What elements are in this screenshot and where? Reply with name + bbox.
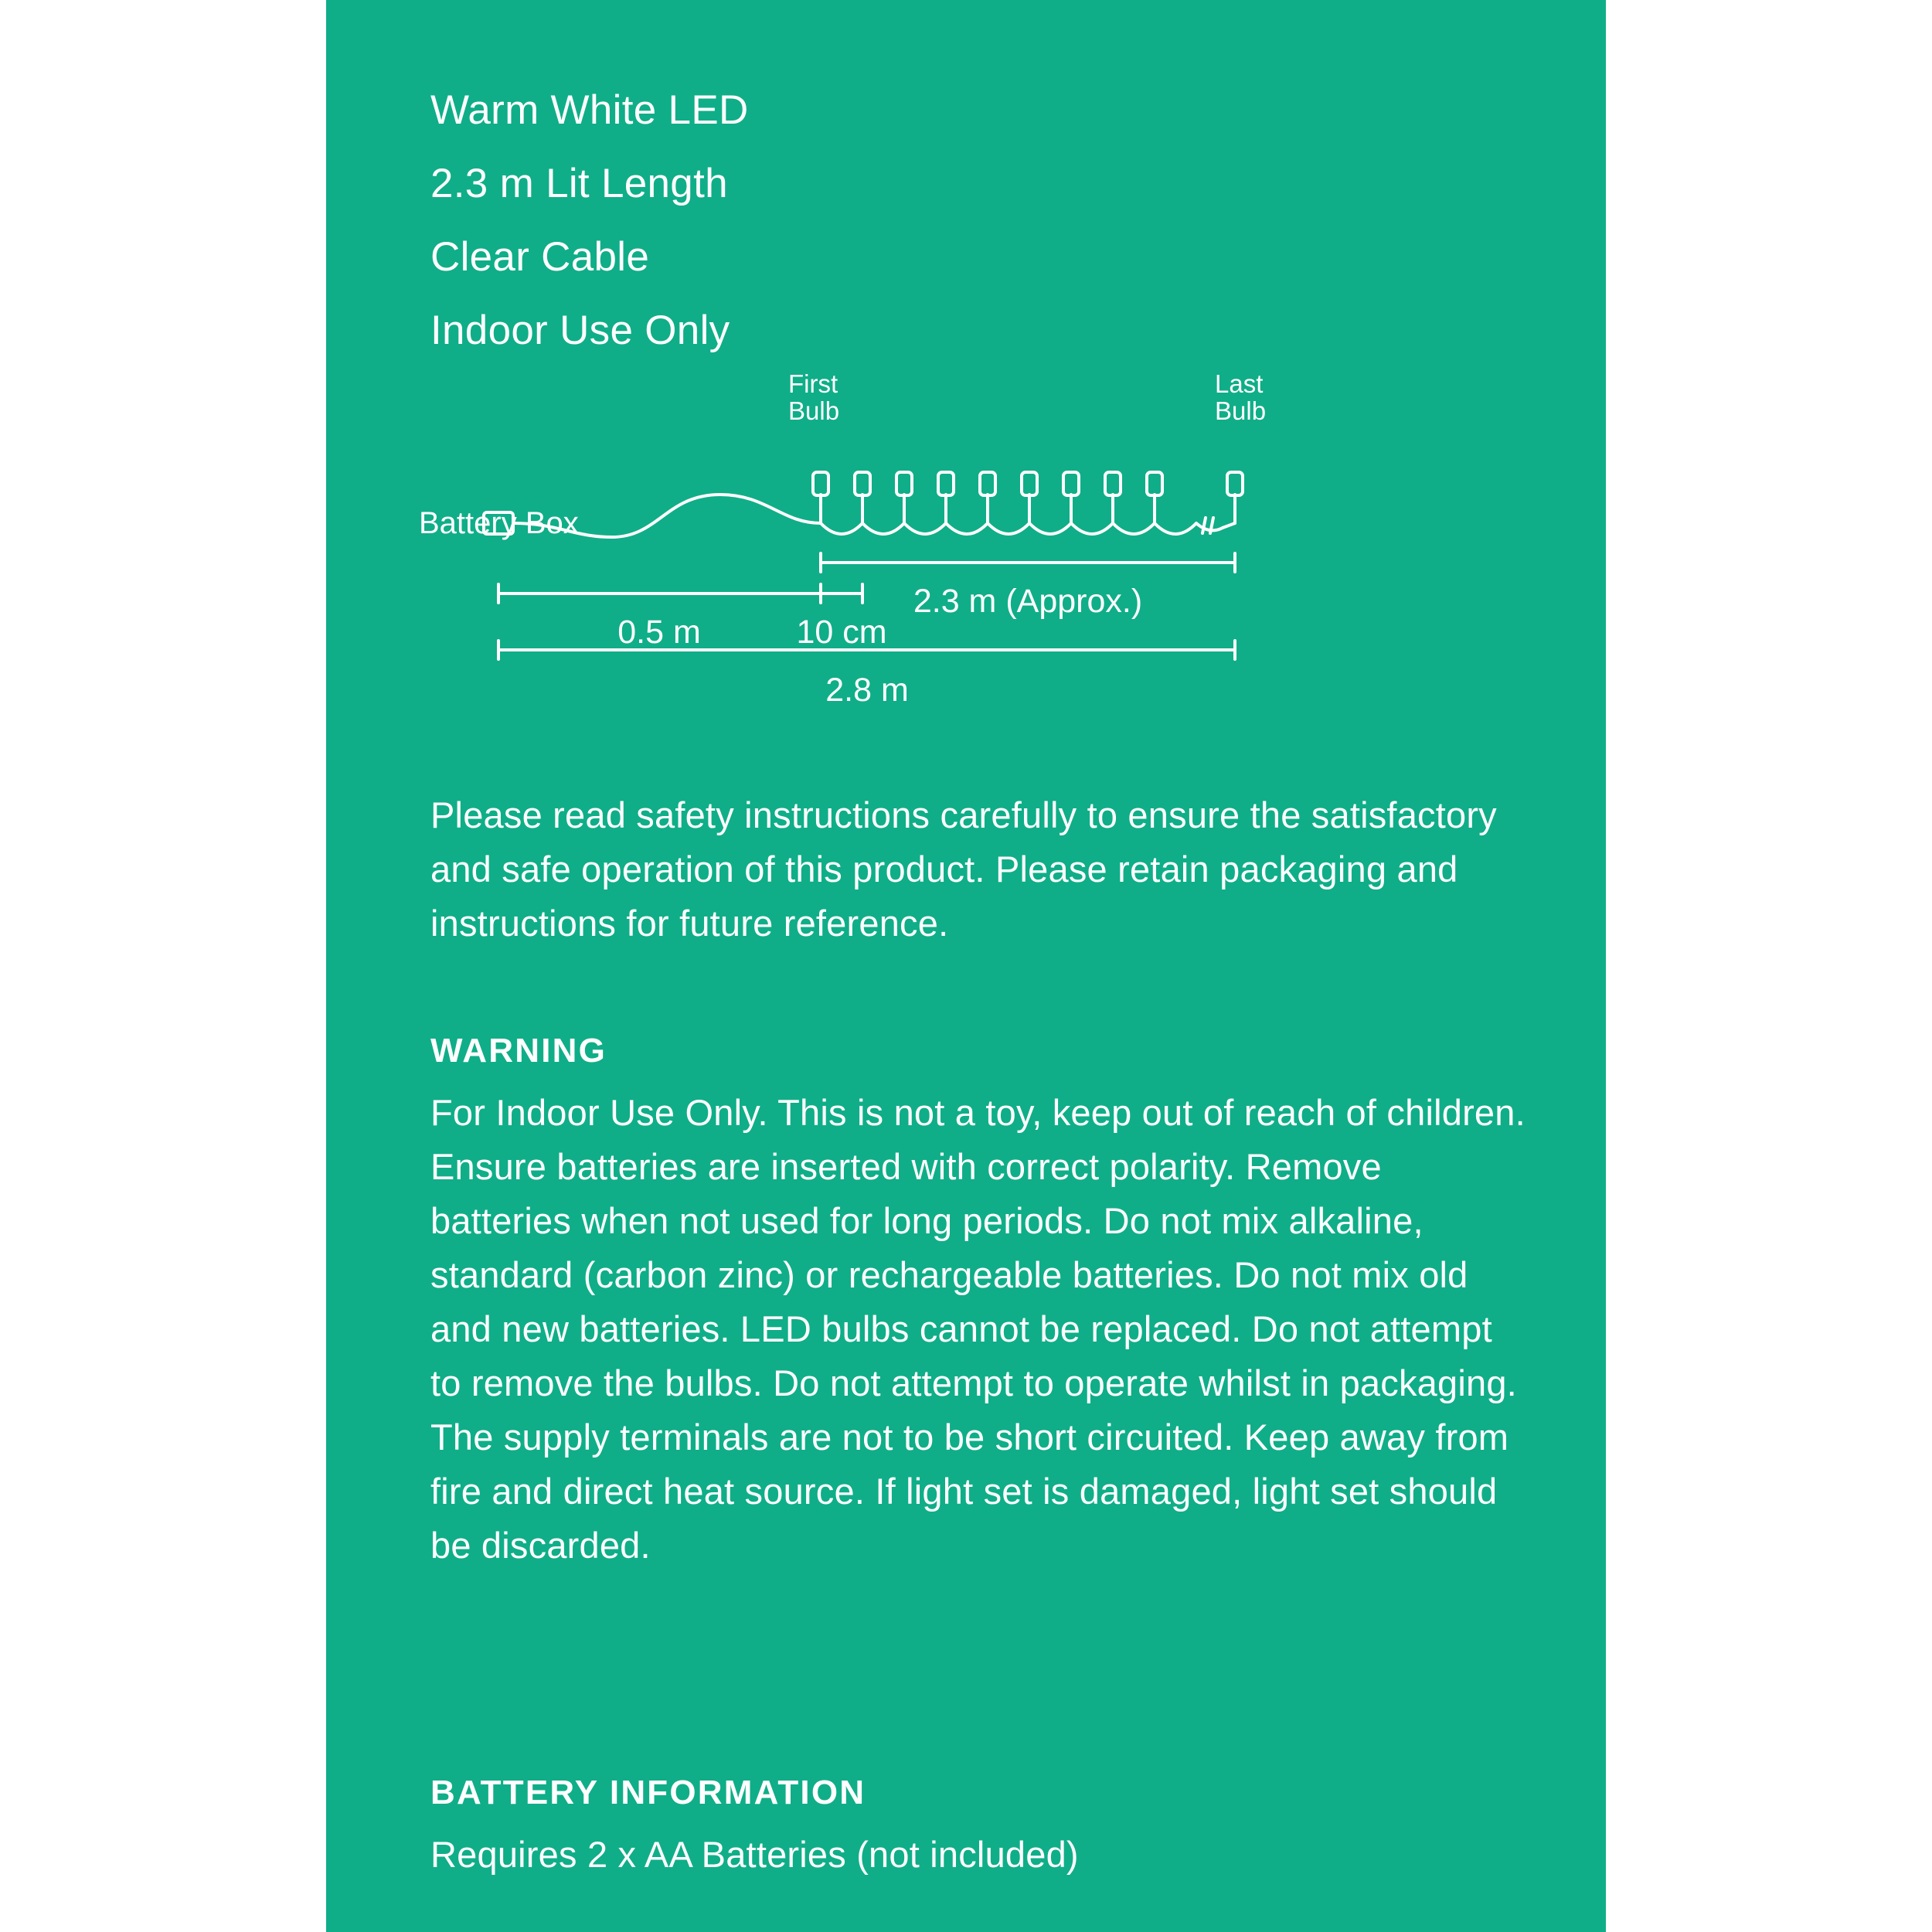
label-last-bulb-line1: Last: [1215, 371, 1264, 398]
bulb-group: [813, 472, 1243, 523]
bulb-string-cable: [821, 523, 1223, 534]
product-label-panel: [326, 0, 1606, 1932]
terminal-tick-1: [1202, 518, 1206, 533]
light-string-diagram: [419, 371, 1516, 784]
safety-intro-paragraph: Please read safety instructions carefully to ensure the satisfactory and safe operation of this product. Please retain packaging and instructions for future reference.: [430, 794, 1497, 944]
dimension-label-total: 2.8 m: [825, 672, 909, 709]
dimension-spacing: [821, 584, 862, 603]
end-cable: [1223, 523, 1235, 528]
battery-information-heading: BATTERY INFORMATION: [430, 1774, 866, 1811]
dimension-label-lead: 0.5 m: [617, 614, 701, 651]
label-first-bulb-line2: Bulb: [788, 396, 840, 425]
spec-item: 2.3 m Lit Length: [430, 161, 728, 206]
dimension-label-spacing: 10 cm: [796, 614, 887, 651]
spec-item: Warm White LED: [430, 87, 749, 133]
battery-information-body: Requires 2 x AA Batteries (not included): [430, 1834, 1079, 1875]
diagram-svg: [419, 371, 1516, 784]
label-first-bulb-line1: First: [788, 371, 838, 398]
spec-list: [430, 73, 1435, 367]
dimension-label-lit-length: 2.3 m (Approx.): [913, 583, 1143, 620]
dimension-lit-length: [821, 553, 1235, 572]
warning-body: For Indoor Use Only. This is not a toy, keep out of reach of children. Ensure batteries are inserted with correct polarity. Remove batteries when not used for long periods. Do not mix alkaline, standard (carbon zinc) or rechargeable batteries. Do not mix old and new batteries. LED bulbs cannot be replaced. Do not attempt to remove the bulbs. Do not attempt to operate whilst in packaging. The supply terminals are not to be short circuited. Keep away from fire and direct heat source. If light set is damaged, light set should be discarded.: [430, 1092, 1526, 1566]
spec-item: Indoor Use Only: [430, 308, 730, 353]
warning-heading: WARNING: [430, 1032, 607, 1070]
spec-item: Clear Cable: [430, 234, 650, 280]
label-battery-box: Battery Box: [419, 506, 579, 540]
label-last-bulb-line2: Bulb: [1215, 396, 1267, 425]
dimension-lead: [498, 584, 821, 603]
